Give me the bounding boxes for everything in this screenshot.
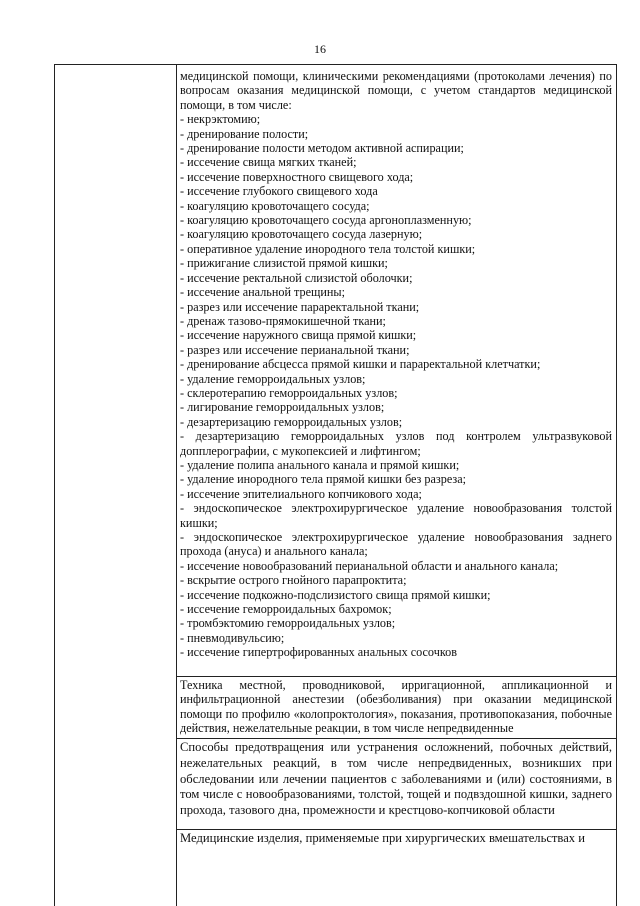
list-item: - иссечение поверхностного свищевого хода; [180,169,414,184]
list-item: - эндоскопическое электрохирургическое удаление новообразования толстой кишки; [180,501,612,530]
table-cell-medical-devices: Медицинские изделия, применяемые при хирургических вмешательствах и [180,831,585,845]
list-item: - иссечение новообразований перианальной области и анального канала; [180,558,559,573]
table-cell-anesthesia: Техника местной, проводниковой, ирригационной, аппликационной и инфильтрационной анестезии (обезболивания) при оказании медицинской помощи по профилю «колопроктология», показания, противопоказания, побочные действия, нежелательные реакции, в том числе непредвиденные [180,678,612,736]
table-cell-complications: Способы предотвращения или устранения осложнений, побочных действий, нежелательных реакций, в том числе непредвиденных, возникших при обследовании или лечении пациентов с заболеваниями и (или) состояниями, в том числе с новообразованиями, толстой, тощей и подвздошной кишки, заднего прохода, тазового дна, промежности и крестцово-копчиковой области [180,740,612,818]
cell-intro-text: медицинской помощи, клиническими рекомендациями (протоколами лечения) по вопросам оказания медицинской помощи, с учетом стандартов медицинской помощи, в том числе: [180,69,612,112]
list-item: - иссечение свища мягких тканей; [180,155,357,170]
list-item: - дезартеризацию геморроидальных узлов; [180,414,403,429]
row-divider [176,676,616,677]
list-item: - иссечение эпителиального копчикового хода; [180,486,422,501]
list-item: - иссечение геморроидальных бахромок; [180,602,392,617]
list-item: - дренирование абсцесса прямой кишки и параректальной клетчатки; [180,357,541,372]
row-divider [176,738,616,739]
list-item: - дренаж тазово-прямокишечной ткани; [180,313,386,328]
list-item: - иссечение гипертрофированных анальных сосочков [180,645,457,660]
list-item: - некрэктомию; [180,112,261,127]
list-item: - удаление полипа анального канала и прямой кишки; [180,457,460,472]
list-item: - удаление инородного тела прямой кишки без разреза; [180,472,466,487]
list-item: - тромбэктомию геморроидальных узлов; [180,616,396,631]
list-item: - дезартеризацию геморроидальных узлов под контролем ультразвуковой допплерографии, с мукопексией и лифтингом; [180,429,612,458]
list-item: - разрез или иссечение перианальной ткани; [180,342,410,357]
list-item: - коагуляцию кровоточащего сосуда аргоноплазменную; [180,213,472,228]
list-item: - иссечение ректальной слизистой оболочки; [180,270,413,285]
table-cell-procedures [176,69,616,660]
row-divider [176,829,616,830]
list-item: - оперативное удаление инородного тела толстой кишки; [180,241,476,256]
table-right-column [176,64,617,906]
list-item: - прижигание слизистой прямой кишки; [180,256,388,271]
list-item: - удаление геморроидальных узлов; [180,371,366,386]
table-left-column [54,64,177,906]
list-item: - иссечение глубокого свищевого хода [180,184,378,199]
list-item: - пневмодивульсию; [180,630,285,645]
list-item: - дренирование полости методом активной аспирации; [180,141,464,156]
list-item: - склеротерапию геморроидальных узлов; [180,385,398,400]
procedure-list [180,112,612,659]
list-item: - иссечение наружного свища прямой кишки; [180,328,417,343]
list-item: - вскрытие острого гнойного парапроктита; [180,573,407,588]
content-table [54,64,616,905]
list-item: - коагуляцию кровоточащего сосуда; [180,198,370,213]
page-number: 16 [314,42,326,56]
list-item: - коагуляцию кровоточащего сосуда лазерную; [180,227,423,242]
list-item: - эндоскопическое электрохирургическое удаление новообразования заднего прохода (ануса) и анального канала; [180,530,612,559]
list-item: - разрез или иссечение параректальной ткани; [180,299,420,314]
list-item: - дренирование полости; [180,126,309,141]
list-item: - иссечение подкожно-подслизистого свища прямой кишки; [180,587,491,602]
list-item: - иссечение анальной трещины; [180,285,345,300]
list-item: - лигирование геморроидальных узлов; [180,400,385,415]
